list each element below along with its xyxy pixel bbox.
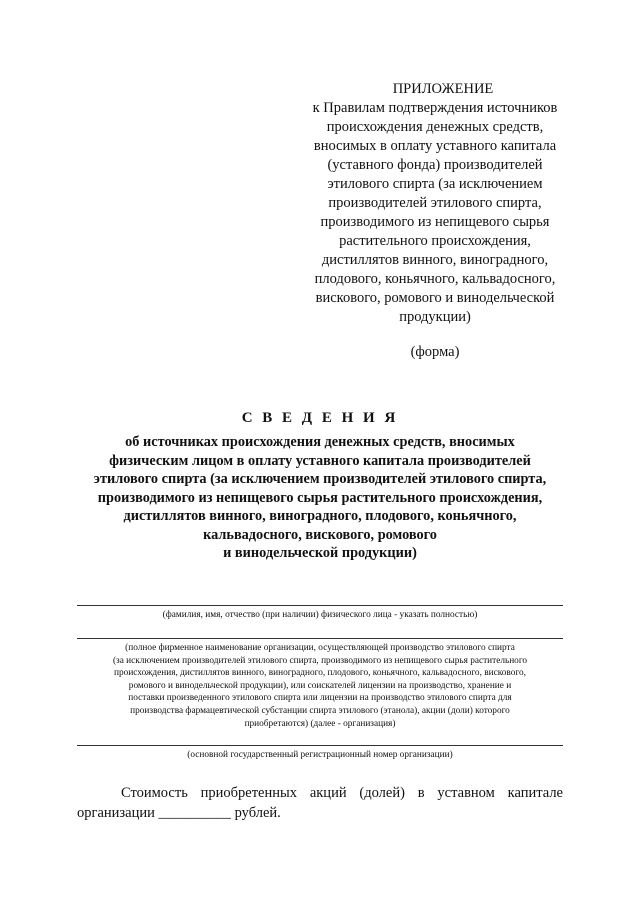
appendix-line: плодового, коньячного, кальвадосного,: [314, 271, 556, 287]
appendix-line: производимого из непищевого сырья: [320, 214, 550, 230]
appendix-line: (уставного фонда) производителей: [327, 157, 543, 173]
subtitle-line: и винодельческой продукции): [223, 545, 417, 561]
organization-caption-line: (полное фирменное наименование организации, осуществляющей производство этилового спирта: [125, 643, 515, 653]
organization-caption-line: происхождения, дистиллятов винного, виноградного, плодового, коньячного, кальвадосного, вискового,: [114, 668, 526, 679]
ogrn-field[interactable]: [77, 745, 563, 762]
appendix-block: [290, 80, 580, 362]
share-cost-amount-line[interactable]: организации __________ рублей.: [77, 805, 281, 821]
form-note: (форма): [410, 344, 460, 360]
subtitle-line: физическим лицом в оплату уставного капитала производителей: [109, 452, 531, 469]
subtitle-line: об источниках происхождения денежных средств, вносимых: [125, 434, 515, 450]
person-name-field[interactable]: [77, 605, 563, 622]
ogrn-caption: (основной государственный регистрационный номер организации): [187, 750, 453, 760]
share-cost-paragraph: [77, 783, 563, 823]
appendix-title: ПРИЛОЖЕНИЕ: [392, 81, 494, 97]
subtitle-line: этилового спирта (за исключением производителей этилового спирта,: [93, 471, 547, 487]
appendix-line: к Правилам подтверждения источников: [312, 100, 558, 116]
organization-caption-line: поставки произведенного этилового спирта или лицензии на производство этилового спирта для: [128, 693, 512, 704]
subtitle-line: производимого из непищевого сырья растительного происхождения,: [97, 489, 543, 506]
share-cost-line: Стоимость приобретенных акций (долей) в уставном капитале: [121, 785, 563, 801]
document-heading: С В Е Д Е Н И Я: [241, 410, 399, 426]
appendix-line: происхождения денежных средств,: [326, 119, 544, 135]
person-name-caption: (фамилия, имя, отчество (при наличии) физического лица - указать полностью): [162, 610, 478, 620]
organization-name-field[interactable]: [77, 638, 563, 730]
document-subtitle: [70, 433, 570, 563]
appendix-line: дистиллятов винного, виноградного,: [321, 252, 549, 268]
appendix-line: вискового, ромового и винодельческой: [315, 290, 555, 306]
subtitle-line: кальвадосного, вискового, ромового: [203, 526, 437, 543]
organization-caption-line: производства фармацевтической субстанции спирта этилового (этанола), акции (доли) которого: [130, 705, 510, 716]
organization-caption-line: приобретаются) (далее - организация): [244, 718, 396, 729]
appendix-line: производителей этилового спирта,: [328, 195, 542, 211]
appendix-line: растительного происхождения,: [339, 233, 531, 249]
appendix-line: этилового спирта (за исключением: [327, 176, 543, 192]
subtitle-line: дистиллятов винного, виноградного, плодового, коньячного,: [123, 508, 517, 524]
appendix-line: вносимых в оплату уставного капитала: [313, 138, 557, 154]
organization-caption-line: ромового и винодельческой продукции), или соискателей лицензии на производство, хранение и: [128, 680, 512, 691]
organization-caption-line: (за исключением производителей этилового спирта, производимого из непищевого сырья растительного: [112, 655, 528, 666]
appendix-line: продукции): [399, 309, 471, 325]
